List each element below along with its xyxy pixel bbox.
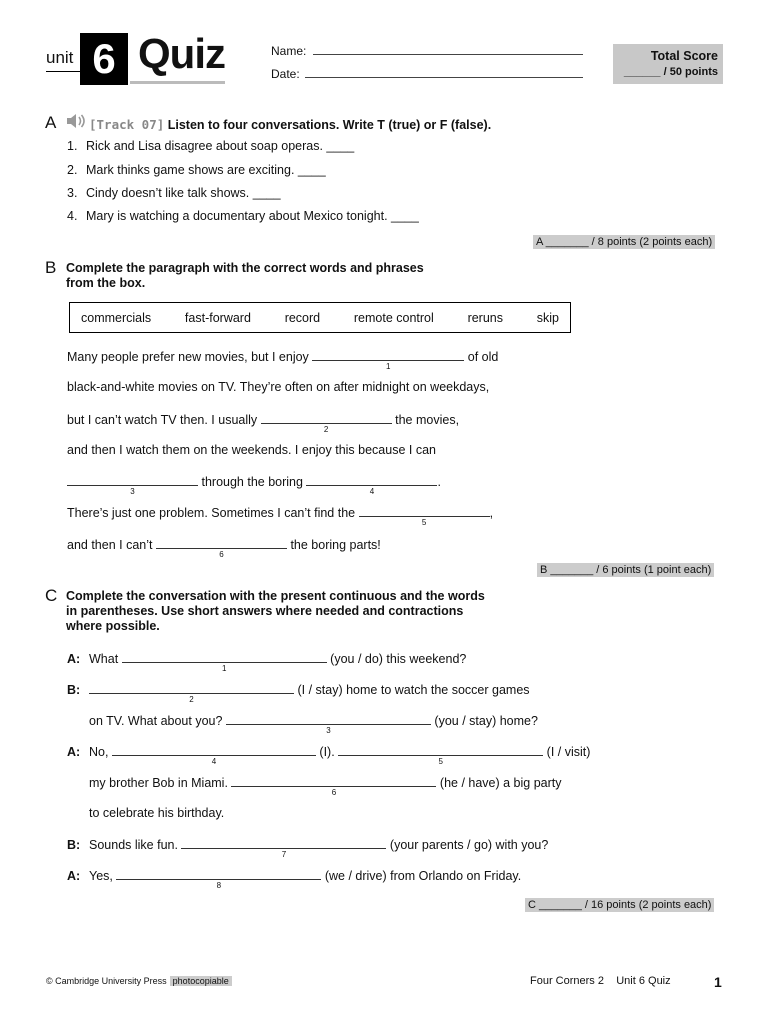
answer-blank[interactable]: 8 — [116, 868, 321, 880]
paragraph-line: Many people prefer new movies, but I enjoy 1 of old — [67, 350, 499, 371]
name-field[interactable] — [313, 54, 583, 55]
answer-blank[interactable]: 2 — [261, 412, 392, 424]
word-box-item: skip — [536, 310, 559, 325]
date-field[interactable] — [305, 77, 583, 78]
answer-blank[interactable]: 6 — [231, 775, 436, 787]
unit-label: unit — [46, 48, 74, 67]
section-c-letter: C — [45, 586, 58, 605]
footer-book-info: Four Corners 2 Unit 6 Quiz — [530, 975, 671, 987]
answer-blank[interactable]: 3 — [226, 713, 431, 725]
name-label: Name: — [271, 44, 307, 58]
list-item: 3. Cindy doesn’t like talk shows. ____ — [67, 186, 281, 200]
word-box-item: commercials — [81, 310, 152, 325]
paragraph-line: 3 through the boring 4 . — [67, 474, 441, 489]
answer-blank[interactable]: 5 — [359, 505, 490, 517]
paragraph-line: but I can’t watch TV then. I usually 2 the movies, — [67, 413, 460, 434]
photocopiable-badge: photocopiable — [170, 976, 232, 986]
paragraph-line: black-and-white movies on TV. They’re often on after midnight on weekdays, — [67, 380, 490, 394]
section-a-letter: A — [45, 113, 57, 132]
paragraph-line: and then I can’t 6 the boring parts! — [67, 538, 381, 559]
dialogue-line: A: Yes, 8 (we / drive) from Orlando on Friday. — [67, 869, 522, 890]
unit-number: 6 — [80, 33, 128, 85]
answer-blank[interactable]: 4 — [112, 744, 316, 756]
section-b-points: B _______ / 6 points (1 point each) — [537, 563, 714, 577]
word-box-item: reruns — [467, 310, 503, 325]
answer-blank[interactable]: 5 — [338, 744, 543, 756]
word-box-item: remote control — [353, 310, 434, 325]
total-score-value: ______ / 50 points — [623, 66, 718, 78]
section-b-letter: B — [45, 258, 57, 277]
footer-copyright: © Cambridge University Press photocopiable — [46, 976, 232, 986]
title-underline — [130, 81, 225, 84]
list-item: 4. Mary is watching a documentary about Mexico tonight. ____ — [67, 209, 419, 223]
page-number: 1 — [714, 974, 722, 990]
word-box-item: fast-forward — [184, 310, 251, 325]
dialogue-line: my brother Bob in Miami. 6 (he / have) a big party — [89, 776, 562, 797]
list-item: 2. Mark thinks game shows are exciting. ____ — [67, 163, 326, 177]
quiz-title: Quiz — [138, 30, 225, 77]
answer-blank[interactable]: 1 — [312, 349, 464, 361]
speaker-icon — [66, 113, 86, 134]
total-score-label: Total Score — [650, 49, 718, 63]
dialogue-line: A: No, 4 (I). 5 (I / visit) — [67, 745, 591, 766]
dialogue-line: B: 2 (I / stay) home to watch the soccer games — [67, 683, 530, 704]
track-label: [Track 07] — [89, 117, 165, 132]
answer-blank[interactable]: 7 — [181, 837, 386, 849]
paragraph-line: and then I watch them on the weekends. I enjoy this because I can — [67, 443, 436, 457]
section-a-points: A _______ / 8 points (2 points each) — [533, 235, 715, 249]
dialogue-line: B: Sounds like fun. 7 (your parents / go) with you? — [67, 838, 549, 859]
section-c-points: C _______ / 16 points (2 points each) — [525, 898, 714, 912]
section-a-instruction-text: Listen to four conversations. Write T (true) or F (false). — [167, 118, 492, 132]
list-item: 1. Rick and Lisa disagree about soap operas. ____ — [67, 139, 355, 153]
dialogue-line: to celebrate his birthday. — [89, 806, 225, 820]
dialogue-line: A: What 1 (you / do) this weekend? — [67, 652, 467, 673]
answer-blank[interactable]: 3 — [67, 474, 198, 486]
answer-blank[interactable]: 6 — [156, 537, 287, 549]
word-box — [69, 302, 571, 333]
section-b-instruction: Complete the paragraph with the correct words and phrases from the box. — [66, 261, 424, 290]
word-box-item: record — [284, 310, 321, 325]
answer-blank[interactable]: 4 — [306, 474, 437, 486]
total-score-box — [613, 44, 723, 84]
date-label: Date: — [271, 67, 300, 81]
answer-blank[interactable]: 2 — [89, 682, 294, 694]
unit-underline — [46, 71, 80, 72]
section-c-instruction: Complete the conversation with the present continuous and the words in parentheses. Use short answers where needed and contractions where possible. — [66, 589, 485, 633]
paragraph-line: There’s just one problem. Sometimes I can’t find the 5 , — [67, 506, 494, 527]
answer-blank[interactable]: 1 — [122, 651, 327, 663]
section-a-instruction — [89, 117, 491, 133]
dialogue-line: on TV. What about you? 3 (you / stay) home? — [89, 714, 538, 735]
